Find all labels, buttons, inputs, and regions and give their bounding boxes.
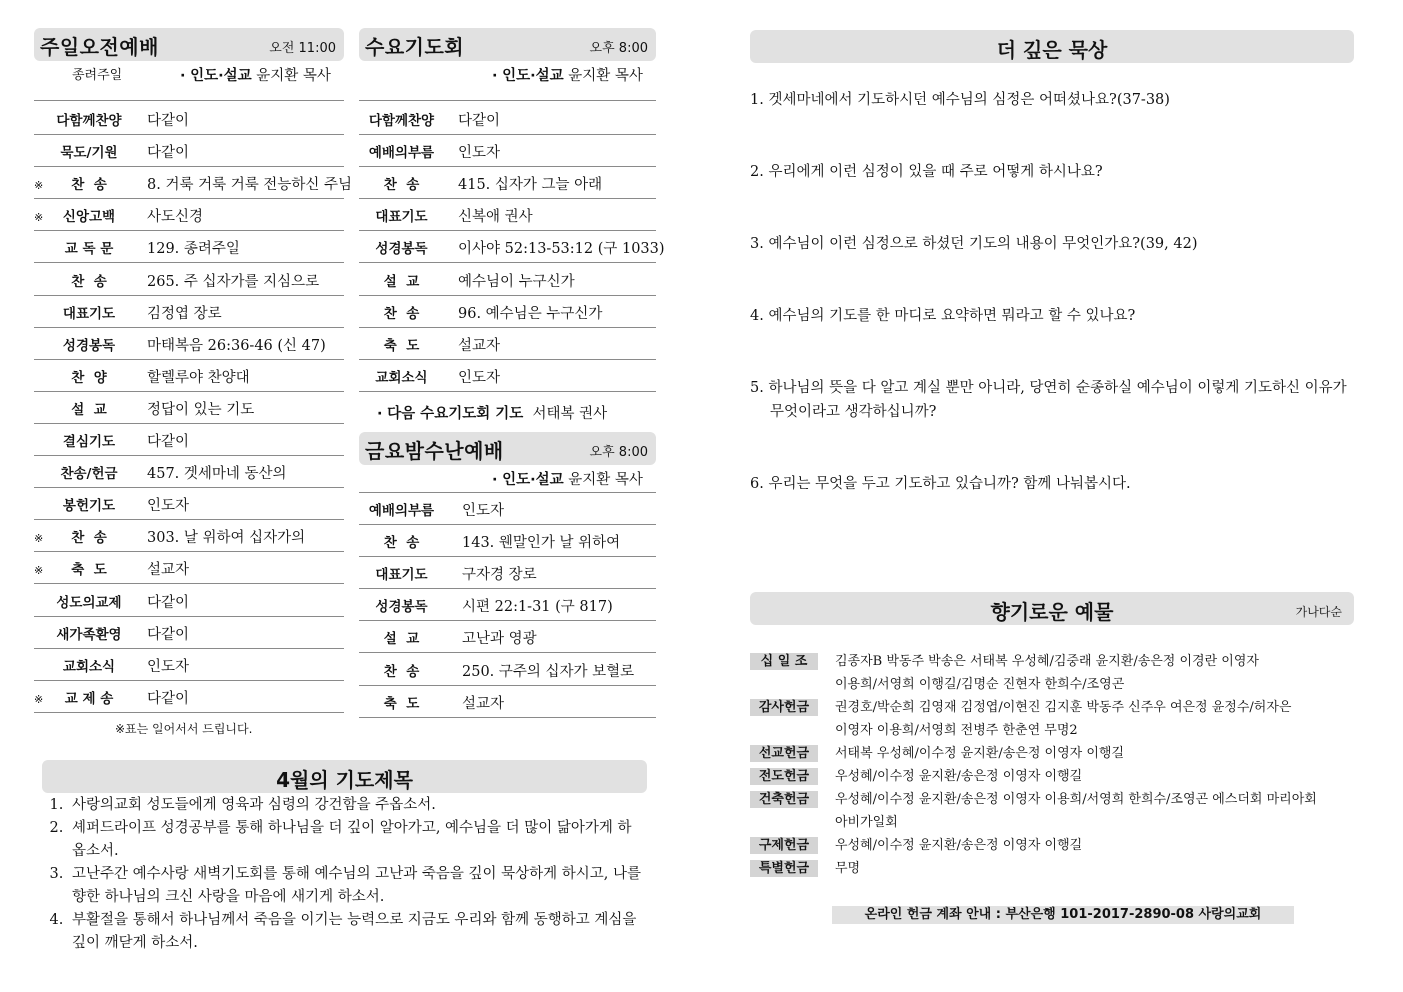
order-label: 찬 송: [383, 305, 420, 322]
order-value: 다같이: [458, 113, 501, 129]
sunday-order-row: [34, 423, 344, 456]
next-wednesday-prayer: · 다음 수요기도회 기도 서태복 권사: [377, 406, 608, 422]
prayer-header: [42, 760, 647, 793]
sunday-order-row: [34, 263, 344, 296]
order-label: 찬 양: [71, 369, 107, 386]
order-value: 시편 22:1-31 (구 817): [462, 599, 613, 616]
order-value: 250. 구주의 십자가 보혈로: [462, 663, 635, 680]
offering-names: [835, 696, 1345, 742]
order-label: 교 제 송: [64, 690, 114, 707]
next-prayer-label: 다음 수요기도회 기도: [387, 406, 524, 422]
sunday-leader-label: 인도·설교: [190, 68, 252, 84]
prayer-item: 4. 부활절을 통해서 하나님께서 죽음을 이기는 능력으로 지금도 우리와 함께 동행하고 계심을 깊이 깨닫게 하소서.: [68, 909, 644, 955]
standing-mark: ※: [34, 692, 44, 706]
meditation-header: [750, 30, 1354, 63]
offering-names-line: 우성혜/이수정 윤지환/송은정 이영자 이행길: [835, 769, 1083, 784]
offering-names: [835, 857, 1345, 880]
wednesday-time: 오후 8:00: [589, 41, 648, 56]
order-label: 성경봉독: [375, 599, 428, 616]
offering-names-line: 권경호/박순희 김영재 김정엽/이현진 김지훈 박동주 신주우 여은정 윤정수/허자은: [835, 700, 1292, 715]
wednesday-order-row: [359, 198, 656, 231]
offering-names-line: 우성혜/이수정 윤지환/송은정 이영자 이행길: [835, 838, 1083, 853]
order-value: 다같이: [147, 594, 190, 611]
order-label: 성경봉독: [375, 241, 428, 258]
meditation-question: 5. 하나님의 뜻을 다 알고 계실 뿐만 아니라, 당연히 순종하실 예수님이 이렇게 기도하신 이유가 무엇이라고 생각하십니까?: [750, 380, 1347, 420]
sunday-top-rule: [34, 100, 344, 101]
offering-names-line: 무명: [835, 861, 861, 876]
order-value: 인도자: [147, 658, 190, 675]
wednesday-order-row: [359, 166, 656, 199]
offering-order-note: 가나다순: [1295, 605, 1342, 619]
offering-label: 십 일 조: [750, 653, 818, 670]
offering-label: 건축헌금: [750, 791, 818, 808]
meditation-question: 3. 예수님이 이런 심정으로 하셨던 기도의 내용이 무엇인가요?(39, 42): [750, 236, 1198, 252]
order-value: 143. 웬말인가 날 위하여: [462, 535, 621, 552]
order-label: 설 교: [71, 401, 107, 418]
friday-order-row: [359, 524, 656, 557]
wednesday-order-row: [359, 359, 656, 392]
order-value: 이사야 52:13-53:12 (구 1033): [458, 241, 665, 258]
wednesday-leader: · 인도·설교 윤지환 목사: [492, 68, 643, 84]
offering-label: 선교헌금: [750, 745, 818, 762]
order-label: 대표기도: [375, 209, 428, 226]
order-value: 다같이: [147, 145, 190, 162]
order-label: 대표기도: [375, 567, 428, 584]
order-label: 결심기도: [62, 434, 116, 450]
offering-names: [835, 742, 1345, 765]
friday-leader: · 인도·설교 윤지환 목사: [492, 472, 643, 488]
friday-time: 오후 8:00: [589, 445, 648, 460]
offering-names-line: 아비가일회: [835, 815, 898, 830]
offering-names-line: 김종자B 박동주 박송은 서태복 우성혜/김중래 윤지환/송은정 이경란 이영자: [835, 654, 1259, 669]
sunday-order-row: [34, 295, 344, 328]
wednesday-order-row: [359, 230, 665, 263]
order-value: 인도자: [462, 503, 505, 519]
sunday-order-row: [34, 198, 344, 231]
order-label: 성도의교제: [56, 594, 122, 611]
order-label: 찬송/헌금: [60, 466, 118, 483]
order-label: 찬 송: [383, 177, 420, 194]
order-value: 다같이: [147, 690, 190, 707]
wednesday-leader-name: 윤지환 목사: [568, 68, 643, 84]
order-value: 고난과 영광: [462, 631, 537, 648]
order-value: 415. 십자가 그늘 아래: [458, 177, 603, 194]
order-label: 다함께찬양: [368, 113, 435, 129]
prayer-item: 3. 고난주간 예수사랑 새벽기도회를 통해 예수님의 고난과 죽음을 깊이 묵상하게 하시고, 나를 향한 하나님의 크신 사랑을 마음에 새기게 하소서.: [68, 863, 644, 909]
friday-order-row: [359, 620, 656, 653]
sunday-order-row: [34, 359, 344, 392]
prayer-item: 1. 사랑의교회 성도들에게 영육과 심령의 강건함을 주옵소서.: [68, 794, 644, 817]
friday-order-row: [359, 653, 656, 686]
wednesday-order-row: [359, 263, 656, 296]
next-prayer-name: 서태복 권사: [532, 406, 608, 422]
sunday-order-row: [34, 166, 352, 199]
order-value: 설교자: [458, 337, 501, 354]
sunday-leader-name: 윤지환 목사: [256, 68, 331, 84]
order-value: 신복애 권사: [458, 209, 533, 226]
order-label: 찬 송: [71, 273, 107, 290]
friday-leader-label: 인도·설교: [502, 472, 564, 488]
order-label: 신앙고백: [62, 209, 116, 226]
order-label: 새가족환영: [56, 626, 122, 643]
order-label: 다함께찬양: [56, 113, 122, 129]
sunday-order-row: [34, 134, 344, 167]
standing-mark: ※: [34, 179, 44, 193]
prayer-title: 4월의 기도제목: [276, 768, 413, 792]
order-value: 정답이 있는 기도: [147, 401, 255, 418]
offering-names-line: 이용희/서영희 이행길/김명순 진현자 한희수/조영곤: [835, 677, 1125, 692]
wednesday-top-rule: [359, 100, 656, 101]
order-label: 설 교: [383, 631, 420, 648]
standing-mark: ※: [34, 532, 44, 546]
sunday-order-row: [34, 551, 344, 584]
wednesday-leader-label: 인도·설교: [502, 68, 564, 84]
order-value: 설교자: [462, 695, 505, 712]
sunday-leader: · 인도·설교 윤지환 목사: [180, 68, 331, 84]
sunday-order-row: [34, 616, 344, 649]
order-value: 설교자: [147, 562, 190, 579]
order-value: 예수님이 누구신가: [458, 273, 575, 290]
order-value: 구자경 장로: [462, 567, 537, 584]
offering-label: 특별헌금: [750, 860, 818, 877]
meditation-question: 1. 겟세마네에서 기도하시던 예수님의 심정은 어떠셨나요?(37-38): [750, 92, 1170, 108]
sunday-time: 오전 11:00: [269, 41, 336, 56]
sunday-order-row: [34, 102, 344, 135]
sunday-order-row: [34, 230, 344, 263]
order-value: 인도자: [458, 369, 501, 386]
meditation-title: 더 깊은 묵상: [996, 38, 1108, 62]
meditation-question: 2. 우리에게 이런 심정이 있을 때 주로 어떻게 하시나요?: [750, 164, 1103, 180]
friday-order-row: [359, 556, 656, 589]
friday-order-row: [359, 588, 656, 621]
order-value: 마태복음 26:36-46 (신 47): [147, 337, 326, 354]
order-value: 김정엽 장로: [147, 305, 222, 322]
offering-header: [750, 592, 1354, 625]
prayer-item: 2. 셰퍼드라이프 성경공부를 통해 하나님을 더 깊이 알아가고, 예수님을 더 많이 닮아가게 하옵소서.: [68, 817, 644, 863]
sunday-order-row: [34, 455, 344, 488]
sunday-header: [34, 28, 344, 61]
order-value: 사도신경: [147, 209, 204, 226]
order-label: 대표기도: [62, 305, 116, 322]
order-label: 묵도/기원: [60, 145, 118, 162]
offering-names-line: 서태복 우성혜/이수정 윤지환/송은정 이영자 이행길: [835, 746, 1125, 761]
order-value: 129. 종려주일: [147, 241, 240, 258]
offering-names-line: 우성혜/이수정 윤지환/송은정 이영자 이용희/서영희 한희수/조영곤 에스더회 마리아회: [835, 792, 1317, 807]
friday-order-row: [359, 492, 656, 525]
order-value: 다같이: [147, 113, 190, 129]
prayer-list: [44, 794, 644, 955]
wednesday-order-row: [359, 327, 656, 360]
standing-mark: ※: [34, 211, 44, 225]
sunday-order-row: [34, 680, 344, 713]
order-label: 찬 송: [383, 663, 420, 680]
order-value: 265. 주 십자가를 지심으로: [147, 273, 320, 290]
offering-names: [835, 834, 1345, 857]
friday-order-row: [359, 685, 656, 718]
offering-title: 향기로운 예물: [990, 600, 1114, 624]
order-label: 찬 송: [71, 530, 107, 547]
order-value: 할렐루야 찬양대: [147, 369, 250, 386]
order-label: 예배의부름: [368, 503, 435, 519]
wednesday-title: 수요기도회: [365, 35, 465, 59]
sunday-title: 주일오전예배: [40, 35, 159, 59]
order-label: 찬 송: [71, 177, 107, 194]
order-value: 303. 날 위하여 십자가의: [147, 530, 306, 547]
order-label: 설 교: [383, 273, 420, 290]
offering-names: [835, 650, 1345, 696]
order-label: 찬 송: [383, 535, 420, 552]
order-value: 다같이: [147, 626, 190, 643]
sunday-subtitle: 종려주일: [72, 68, 123, 83]
sunday-order-row: [34, 487, 344, 520]
offering-names: [835, 765, 1345, 788]
order-value: 인도자: [147, 498, 190, 515]
wednesday-order-row: [359, 102, 656, 135]
order-label: 교회소식: [62, 658, 116, 675]
order-label: 봉헌기도: [62, 498, 116, 515]
standing-mark: ※: [34, 564, 44, 578]
order-value: 96. 예수님은 누구신가: [458, 305, 603, 322]
standing-note: ※표는 일어서서 드립니다.: [115, 722, 253, 736]
friday-header: [359, 432, 656, 465]
sunday-order-row: [34, 584, 344, 617]
order-value: 다같이: [147, 434, 190, 450]
meditation-question: 6. 우리는 무엇을 두고 기도하고 있습니까? 함께 나눠봅시다.: [750, 476, 1131, 492]
order-label: 예배의부름: [368, 145, 435, 162]
friday-leader-name: 윤지환 목사: [568, 472, 643, 488]
sunday-order-row: [34, 648, 344, 681]
wednesday-order-row: [359, 295, 656, 328]
order-label: 축 도: [383, 695, 420, 712]
order-value: 457. 겟세마네 동산의: [147, 466, 287, 483]
friday-title: 금요밤수난예배: [365, 439, 504, 463]
order-value: 인도자: [458, 145, 501, 162]
sunday-order-row: [34, 327, 344, 360]
order-label: 축 도: [71, 562, 107, 579]
order-label: 교 독 문: [64, 241, 114, 258]
order-label: 교회소식: [375, 369, 428, 386]
sunday-order-row: [34, 519, 344, 552]
wednesday-order-row: [359, 134, 656, 167]
offering-names-line: 이영자 이용희/서영희 전병주 한춘연 무명2: [835, 723, 1078, 738]
order-label: 성경봉독: [62, 337, 116, 354]
wednesday-header: [359, 28, 656, 61]
bank-account-info: 온라인 헌금 계좌 안내 : 부산은행 101-2017-2890-08 사랑의교회: [832, 906, 1294, 924]
offering-label: 구제헌금: [750, 837, 818, 854]
order-value: 8. 거룩 거룩 거룩 전능하신 주님: [147, 177, 352, 194]
offering-label: 전도헌금: [750, 768, 818, 785]
offering-label: 감사헌금: [750, 699, 818, 716]
meditation-question: 4. 예수님의 기도를 한 마디로 요약하면 뭐라고 할 수 있나요?: [750, 308, 1136, 324]
order-label: 축 도: [383, 337, 420, 354]
offering-names: [835, 788, 1345, 834]
sunday-order-row: [34, 391, 344, 424]
